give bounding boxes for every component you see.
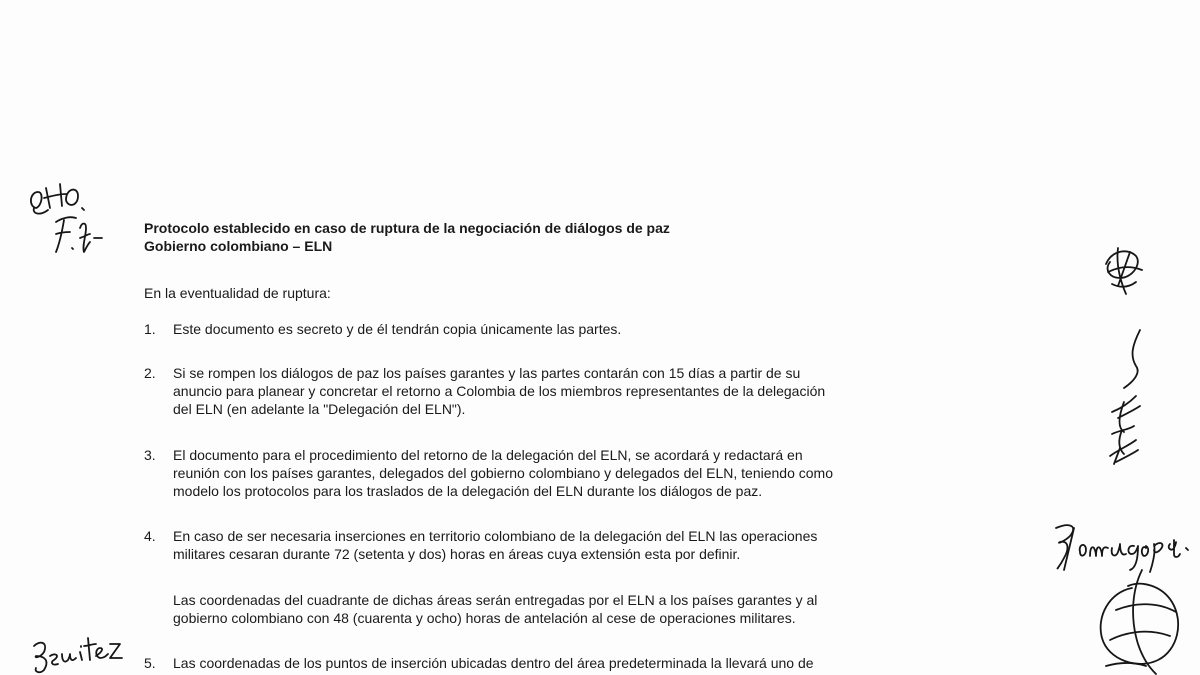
item-line: Si se rompen los diálogos de paz los países garantes y las partes contarán con 15 días a partir de su [173, 365, 801, 381]
handwritten-signature-bottom-left [30, 630, 130, 675]
item-line: Las coordenadas del cuadrante de dichas áreas serán entregadas por el ELN a los países garantes y al [173, 592, 818, 608]
item-line: anuncio para planear y concretar el retorno a Colombia de los miembros representantes de la delegación [173, 383, 826, 399]
item-line: gobierno colombiano con 48 (cuarenta y ocho) horas de antelación al cese de operaciones militares. [173, 610, 796, 626]
item-number: 4. [144, 528, 156, 544]
handwritten-signature-right-bottom [1086, 566, 1196, 675]
item-line: Las coordenadas de los puntos de inserción ubicadas dentro del área predeterminada la llevará uno de [173, 655, 814, 671]
item-line: En caso de ser necesaria inserciones en territorio colombiano de la delegación del ELN las operaciones [173, 528, 818, 544]
list-item [173, 527, 1043, 563]
list-item [173, 446, 1043, 500]
item-number: 3. [144, 447, 156, 463]
sub-paragraph [173, 591, 1043, 627]
list-item [173, 654, 1043, 672]
item-line: del ELN (en adelante la "Delegación del ELN"). [173, 401, 466, 417]
item-line: El documento para el procedimiento del retorno de la delegación del ELN, se acordará y redactará en [173, 447, 803, 463]
item-number: 1. [144, 321, 156, 337]
intro-paragraph: En la eventualidad de ruptura: [144, 285, 331, 301]
handwritten-initials-right-top [1098, 244, 1148, 300]
item-line: Este documento es secreto y de él tendrán copia únicamente las partes. [173, 321, 622, 337]
item-line: reunión con los países garantes, delegados del gobierno colombiano y delegados del ELN, teniendo como [173, 465, 834, 481]
item-line: modelo los protocolos para los traslados de la delegación del ELN durante los diálogos de paz. [173, 483, 763, 499]
title-line-1: Protocolo establecido en caso de ruptura de la negociación de diálogos de paz [144, 220, 670, 236]
handwritten-signature-right-upper [1100, 322, 1150, 472]
item-number: 2. [144, 365, 156, 381]
handwritten-initials-top-left [26, 178, 126, 258]
title-line-2: Gobierno colombiano – ELN [144, 238, 333, 254]
list-item [173, 364, 1043, 418]
list-item [173, 320, 1043, 338]
document-title [144, 219, 670, 255]
item-line: militares cesaran durante 72 (setenta y dos) horas en áreas cuya extensión esta por definir. [173, 546, 741, 562]
item-number: 5. [144, 655, 156, 671]
